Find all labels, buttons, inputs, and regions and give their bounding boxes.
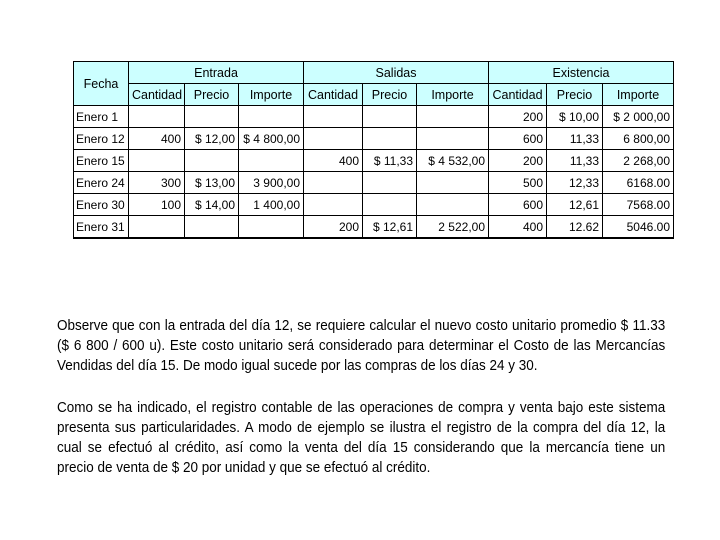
- paragraph-explanation: Observe que con la entrada del día 12, se requiere calcular el nuevo costo unitario promedio $ 11.33 ($ 6 800 / 600 u). Este costo unitario será considerado para determinar el Costo de las Mercancías Vendidas del día 15. De modo igual sucede por las compras de los días 24 y 30.: [57, 318, 666, 374]
- table-row: [74, 216, 674, 239]
- header-entrada: Entrada: [129, 62, 304, 84]
- cell: [185, 150, 239, 172]
- cell: [417, 194, 489, 216]
- cell: [363, 194, 417, 216]
- cell: [129, 106, 185, 128]
- cell: 200: [489, 150, 547, 172]
- paragraph-example: Como se ha indicado, el registro contable de las operaciones de compra y venta bajo este sistema presenta sus particularidades. A modo de ejemplo se ilustra el registro de la compra del día 12, la cual se efectuó al crédito, así como la venta del día 15 considerando que la mercancía tiene un precio de venta de $ 20 por unidad y que se efectuó al crédito.: [57, 400, 666, 476]
- cell: $ 11,33: [363, 150, 417, 172]
- cell: $ 4 800,00: [239, 128, 304, 150]
- cell: [304, 172, 363, 194]
- header-entrada-precio: Precio: [185, 84, 239, 106]
- cell: 300: [129, 172, 185, 194]
- cell: 400: [129, 128, 185, 150]
- cell: 600: [489, 128, 547, 150]
- cell: $ 2 000,00: [603, 106, 674, 128]
- header-existencia: Existencia: [489, 62, 674, 84]
- cell: 400: [304, 150, 363, 172]
- cell: $ 13,00: [185, 172, 239, 194]
- header-existencia-importe: Importe: [603, 84, 674, 106]
- cell-fecha: Enero 12: [74, 128, 129, 150]
- cell: $ 14,00: [185, 194, 239, 216]
- cell: 1 400,00: [239, 194, 304, 216]
- cell: 11,33: [547, 150, 603, 172]
- cell: $ 12,00: [185, 128, 239, 150]
- cell: [129, 216, 185, 239]
- header-salidas: Salidas: [304, 62, 489, 84]
- cell: [304, 106, 363, 128]
- cell: [417, 128, 489, 150]
- cell: [304, 194, 363, 216]
- cell: 500: [489, 172, 547, 194]
- cell: $ 12,61: [363, 216, 417, 239]
- cell: [129, 150, 185, 172]
- header-existencia-precio: Precio: [547, 84, 603, 106]
- table-row: [74, 194, 674, 216]
- cell: [239, 216, 304, 239]
- header-existencia-cantidad: Cantidad: [489, 84, 547, 106]
- header-entrada-importe: Importe: [239, 84, 304, 106]
- cell: 7568.00: [603, 194, 674, 216]
- cell: 12.62: [547, 216, 603, 239]
- cell: [239, 106, 304, 128]
- cell: 2 522,00: [417, 216, 489, 239]
- cell: 6168.00: [603, 172, 674, 194]
- cell: 12,61: [547, 194, 603, 216]
- cell: 2 268,00: [603, 150, 674, 172]
- cell: 3 900,00: [239, 172, 304, 194]
- header-salidas-precio: Precio: [363, 84, 417, 106]
- cell: [185, 216, 239, 239]
- cell: 600: [489, 194, 547, 216]
- table-row: [74, 128, 674, 150]
- cell: $ 4 532,00: [417, 150, 489, 172]
- cell: 11,33: [547, 128, 603, 150]
- kardex-table: [73, 61, 674, 239]
- table-row: [74, 150, 674, 172]
- cell: 6 800,00: [603, 128, 674, 150]
- cell-fecha: Enero 15: [74, 150, 129, 172]
- cell-fecha: Enero 1: [74, 106, 129, 128]
- cell: [363, 106, 417, 128]
- cell-fecha: Enero 30: [74, 194, 129, 216]
- cell-fecha: Enero 31: [74, 216, 129, 239]
- header-salidas-cantidad: Cantidad: [304, 84, 363, 106]
- cell: [363, 128, 417, 150]
- cell: [363, 172, 417, 194]
- cell: [417, 106, 489, 128]
- cell: 200: [304, 216, 363, 239]
- cell: [185, 106, 239, 128]
- cell: 100: [129, 194, 185, 216]
- cell: 12,33: [547, 172, 603, 194]
- kardex-table-container: [73, 61, 673, 254]
- cell: [304, 128, 363, 150]
- table-row: [74, 172, 674, 194]
- table-row: [74, 106, 674, 128]
- cell: [417, 172, 489, 194]
- cell: $ 10,00: [547, 106, 603, 128]
- header-fecha: Fecha: [74, 62, 129, 106]
- cell: 200: [489, 106, 547, 128]
- cell: [239, 150, 304, 172]
- header-salidas-importe: Importe: [417, 84, 489, 106]
- cell: 400: [489, 216, 547, 239]
- cell: 5046.00: [603, 216, 674, 239]
- header-entrada-cantidad: Cantidad: [129, 84, 185, 106]
- cell-fecha: Enero 24: [74, 172, 129, 194]
